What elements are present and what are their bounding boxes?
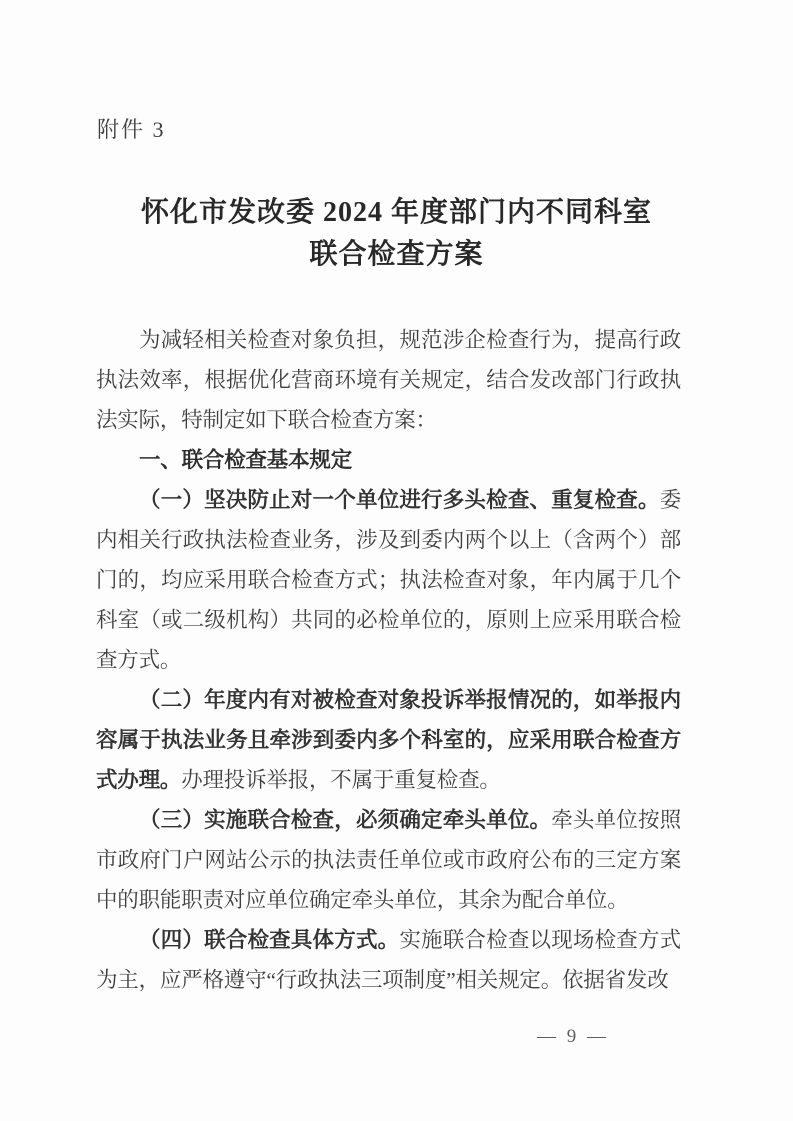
item-paragraph-3	[96, 800, 681, 920]
item-paragraph-2	[96, 680, 681, 800]
document-title-line-2: 联合检查方案	[309, 239, 484, 270]
item-3-lead: （三）实施联合检查，必须确定牵头单位。	[139, 808, 552, 832]
item-4-body: 实施联合检查以现场检查方式为主，应严格遵守“行政执法三项制度”相关规定。依据省发改	[96, 928, 681, 992]
item-2-lead: （二）年度内有对被检查对象投诉举报情况的，如举报内容属于执法业务且牵涉到委内多个科室的，应采用联合检查方式办理。	[96, 688, 681, 792]
item-1-body: 委内相关行政执法检查业务，涉及到委内两个以上（含两个）部门的，均应采用联合检查方式；执法检查对象，年内属于几个科室（或二级机构）共同的必检单位的，原则上应采用联合检查方式。	[96, 488, 681, 672]
intro-paragraph	[96, 320, 681, 440]
section-heading-1	[96, 440, 681, 480]
item-paragraph-1	[96, 480, 681, 680]
document-body	[96, 320, 681, 1005]
item-4-lead: （四）联合检查具体方式。	[139, 928, 400, 952]
page-number: — 9 —	[537, 1026, 609, 1047]
document-title	[60, 192, 733, 276]
item-paragraph-4	[96, 920, 681, 1000]
attachment-label: 附件 3	[97, 117, 166, 142]
document-title-line-1: 怀化市发改委 2024 年度部门内不同科室	[140, 197, 652, 228]
item-1-lead: （一）坚决防止对一个单位进行多头检查、重复检查。	[139, 488, 660, 512]
intro-paragraph-text: 为减轻相关检查对象负担，规范涉企检查行为，提高行政执法效率，根据优化营商环境有关规定，结合发改部门行政执法实际，特制定如下联合检查方案：	[96, 328, 681, 432]
section-heading-1-text: 一、联合检查基本规定	[139, 448, 353, 472]
item-3-body: 牵头单位按照市政府门户网站公示的执法责任单位或市政府公布的三定方案中的职能职责对应单位确定牵头单位，其余为配合单位。	[96, 808, 681, 912]
item-2-body: 办理投诉举报，不属于重复检查。	[181, 768, 501, 792]
